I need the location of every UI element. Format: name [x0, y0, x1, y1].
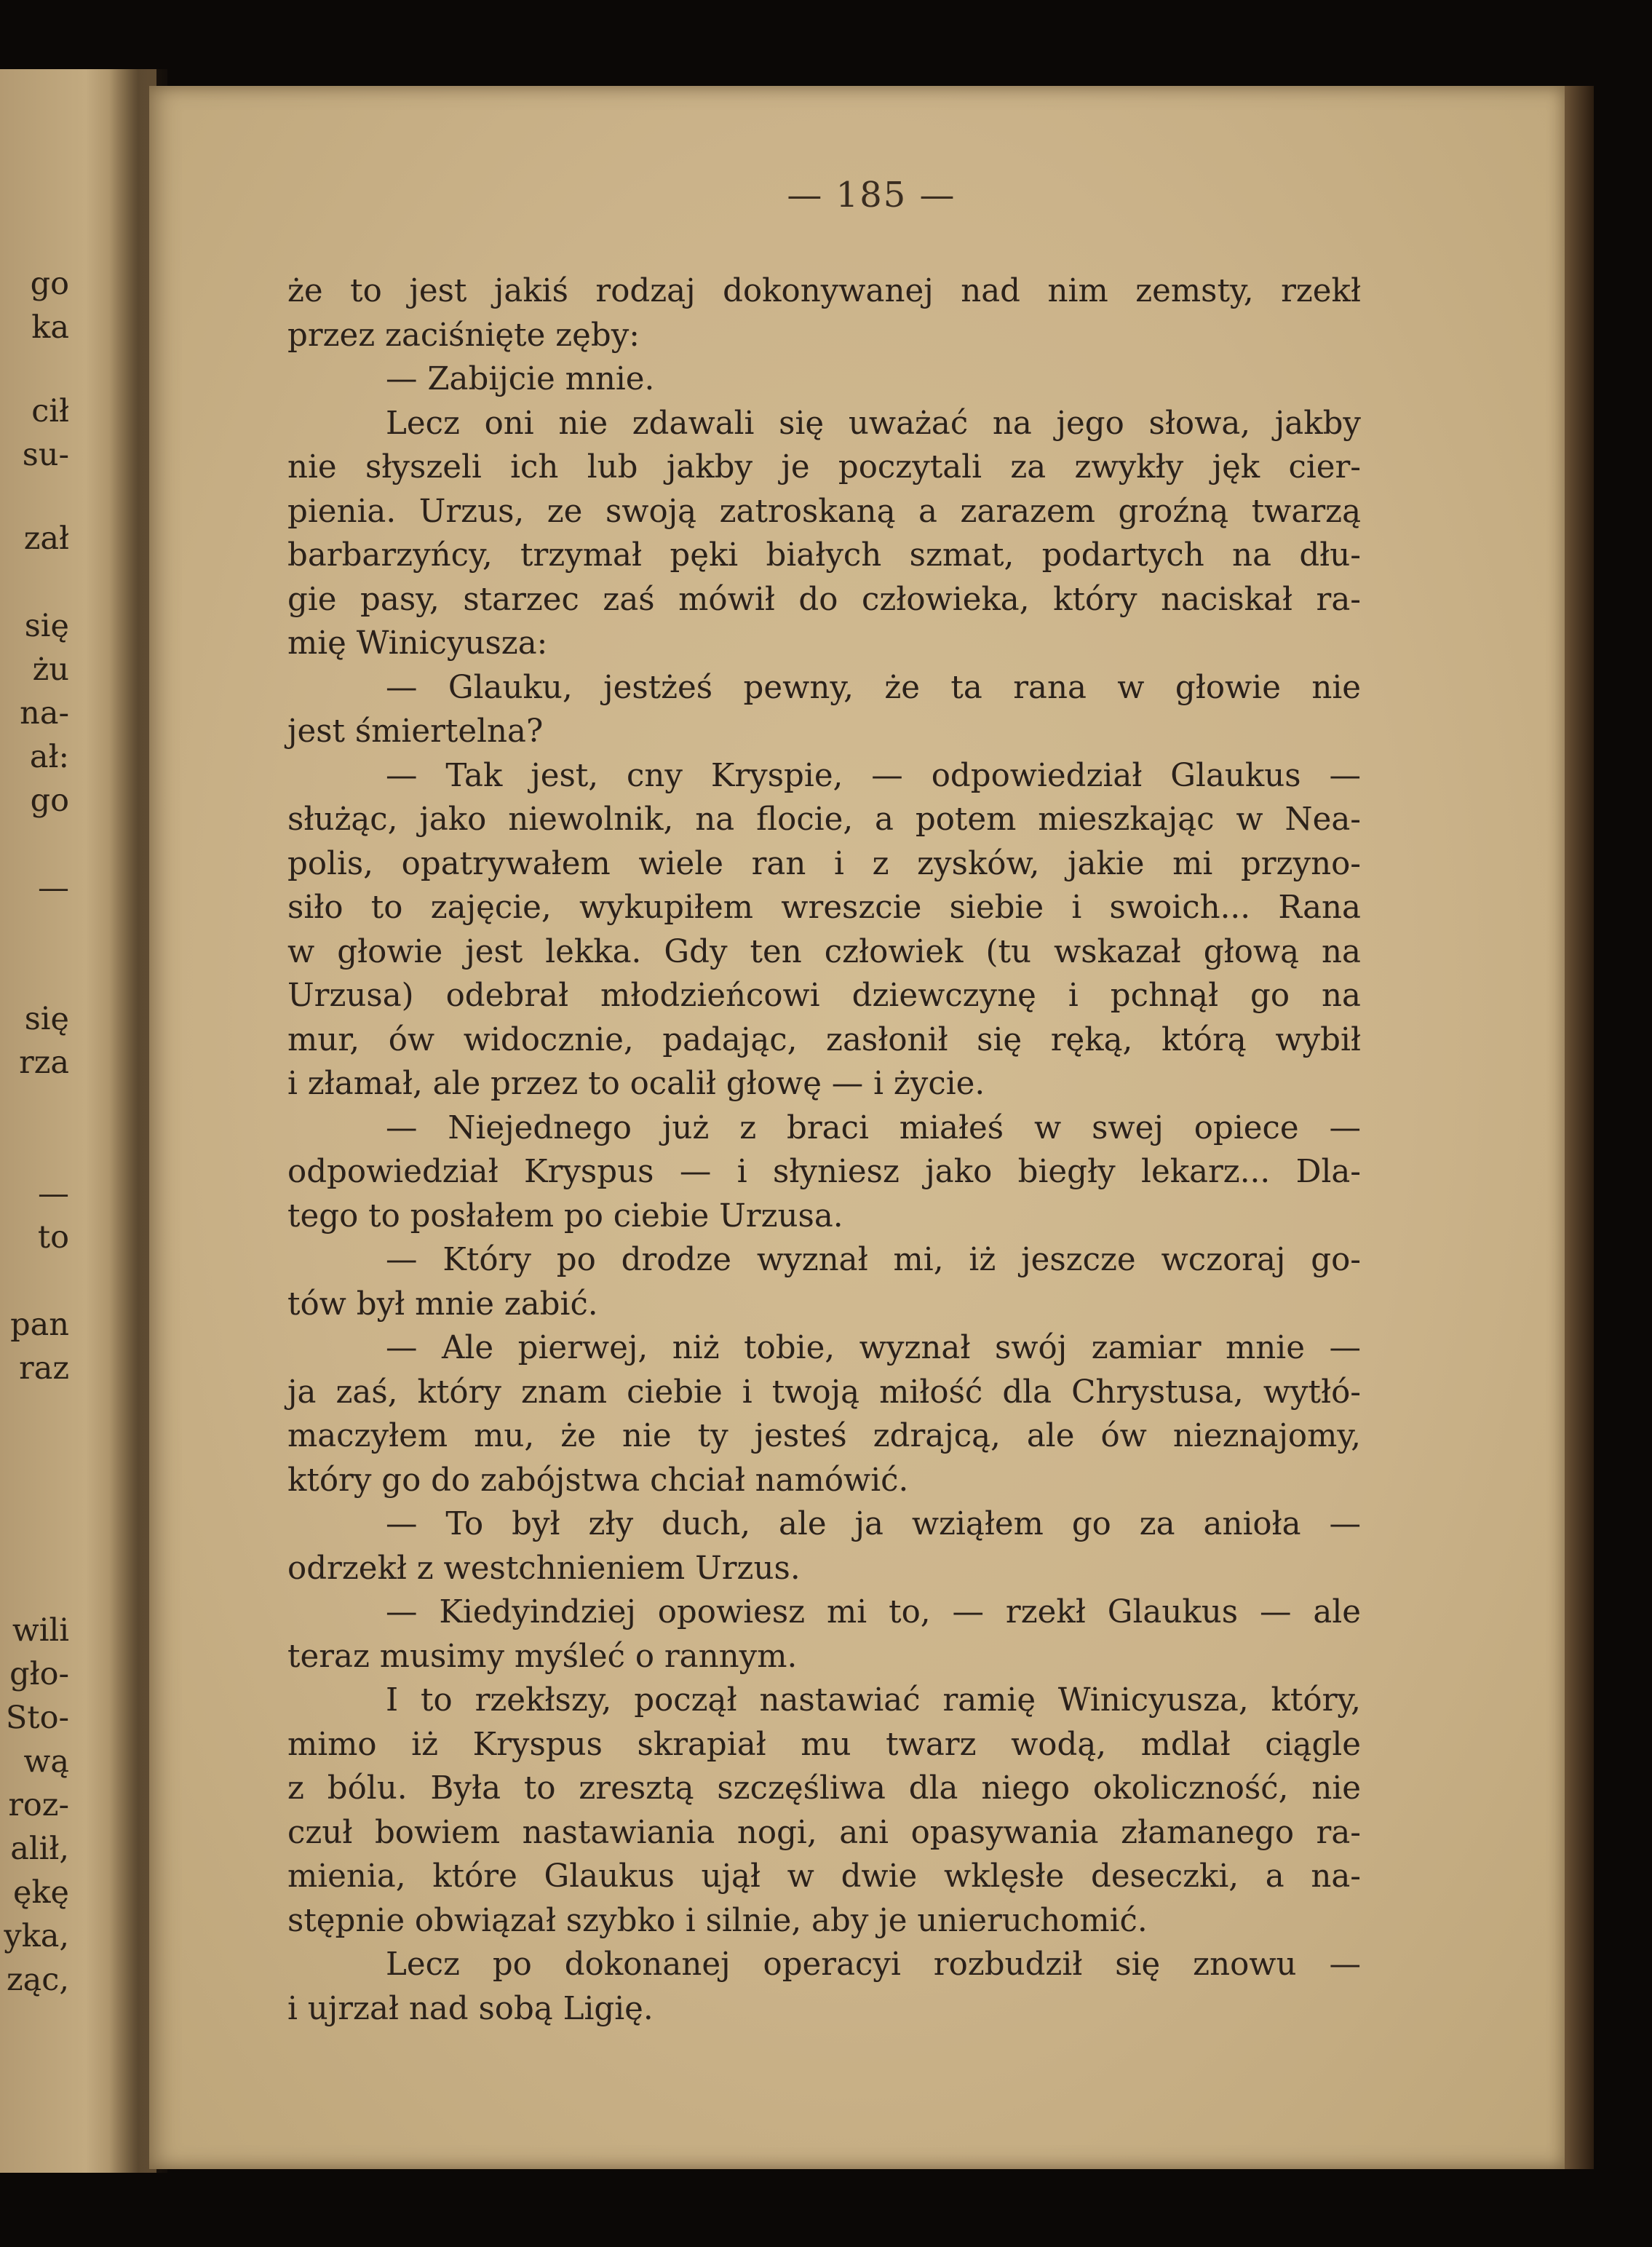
previous-page-fragment: się	[24, 1001, 69, 1037]
text-line: jest śmiertelna?	[287, 713, 544, 750]
text-line: teraz musimy myśleć o rannym.	[287, 1638, 798, 1675]
previous-page-fragment: się	[24, 608, 69, 644]
text-line: siło to zajęcie, wykupiłem wreszcie siebie i swoich... Rana	[287, 889, 1361, 926]
text-line: — Glauku, jestżeś pewny, że ta rana w głowie nie	[386, 669, 1361, 706]
text-line: — Tak jest, cny Kryspie, — odpowiedział Glaukus —	[386, 757, 1361, 794]
text-line: barbarzyńcy, trzymał pęki białych szmat, podartych na dłu-	[287, 537, 1361, 574]
text-line: — Kiedyindziej opowiesz mi to, — rzekł Glaukus — ale	[386, 1594, 1361, 1630]
text-line: że to jest jakiś rodzaj dokonywanej nad nim zemsty, rzekł	[287, 273, 1361, 309]
text-line: i ujrzał nad sobą Ligię.	[287, 1990, 654, 2027]
text-line: — Który po drodze wyznał mi, iż jeszcze wczoraj go-	[386, 1242, 1361, 1278]
text-line: Urzusa) odebrał młodzieńcowi dziewczynę i pchnął go na	[287, 978, 1361, 1014]
previous-page-fragment: ka	[31, 309, 69, 346]
text-line: odpowiedział Kryspus — i słyniesz jako biegły lekarz... Dla-	[287, 1154, 1361, 1190]
previous-page-fragment: roz-	[8, 1787, 69, 1823]
previous-page-fragment: zał	[23, 520, 69, 557]
previous-page-fragment: Sto-	[5, 1700, 69, 1736]
text-line: gie pasy, starzec zaś mówił do człowieka, który naciskał ra-	[287, 581, 1361, 618]
previous-page-fragment: raz	[19, 1350, 69, 1387]
text-line: polis, opatrywałem wiele ran i z zysków, jakie mi przyno-	[287, 845, 1361, 882]
text-line: — Niejednego już z braci miałeś w swej opiece —	[386, 1109, 1361, 1146]
text-line: mię Winicyusza:	[287, 625, 548, 662]
text-line: nie słyszeli ich lub jakby je poczytali za zwykły jęk cier-	[287, 449, 1361, 486]
text-line: tów był mnie zabić.	[287, 1285, 598, 1323]
previous-page-fragment: —	[38, 1176, 69, 1212]
text-line: w głowie jest lekka. Gdy ten człowiek (tu wskazał głową na	[287, 933, 1361, 970]
previous-page-fragment: go	[30, 782, 69, 819]
previous-page-fragment: pan	[10, 1307, 69, 1343]
text-line: mur, ów widocznie, padając, zasłonił się ręką, którą wybił	[287, 1021, 1361, 1058]
previous-page-fragment: go	[30, 266, 69, 302]
previous-page-fragment: gło-	[9, 1656, 69, 1692]
previous-page-fragment: na-	[20, 695, 69, 732]
text-line: Lecz oni nie zdawali się uważać na jego słowa, jakby	[386, 405, 1361, 442]
text-line: — To był zły duch, ale ja wziąłem go za anioła —	[386, 1506, 1361, 1542]
text-line: czuł bowiem nastawiania nogi, ani opasywania złamanego ra-	[287, 1814, 1361, 1851]
book-page	[149, 86, 1565, 2169]
previous-page-fragment: cił	[31, 393, 69, 429]
text-line: odrzekł z westchnieniem Urzus.	[287, 1550, 801, 1587]
text-line: maczyłem mu, że nie ty jesteś zdrajcą, ale ów nieznajomy,	[287, 1418, 1361, 1454]
text-line: — Ale pierwej, niż tobie, wyznał swój zamiar mnie —	[386, 1330, 1361, 1366]
text-line: ja zaś, który znam ciebie i twoją miłość dla Chrystusa, wytłó-	[287, 1374, 1361, 1411]
text-line: tego to posłałem po ciebie Urzusa.	[287, 1197, 843, 1235]
text-line: — Zabijcie mnie.	[386, 361, 655, 397]
previous-page-fragment: to	[37, 1219, 69, 1256]
text-line: pienia. Urzus, ze swoją zatroskaną a zarazem groźną twarzą	[287, 493, 1361, 530]
previous-page-fragment: żu	[32, 651, 69, 688]
previous-page-fragment: wili	[12, 1612, 69, 1649]
previous-page-fragment: ękę	[13, 1874, 69, 1911]
previous-page-fragment: —	[38, 870, 69, 906]
text-line: który go do zabójstwa chciał namówić.	[287, 1462, 909, 1499]
text-line: z bólu. Była to zresztą szczęśliwa dla niego okoliczność, nie	[287, 1770, 1361, 1807]
page-text	[287, 269, 1361, 2031]
text-line: mimo iż Kryspus skrapiał mu twarz wodą, mdlał ciągle	[287, 1726, 1361, 1763]
page-number: — 185 —	[787, 175, 956, 215]
text-line: i złamał, ale przez to ocalił głowę — i życie.	[287, 1066, 985, 1102]
previous-page-fragment: yka,	[4, 1918, 69, 1954]
text-line: przez zaciśnięte zęby:	[287, 317, 640, 354]
text-line: I to rzekłszy, począł nastawiać ramię Winicyusza, który,	[386, 1682, 1361, 1719]
text-line: mienia, które Glaukus ujął w dwie wklęsłe deseczki, a na-	[287, 1858, 1361, 1895]
previous-page-fragment: wą	[23, 1743, 69, 1780]
previous-page-fragment: su-	[22, 437, 69, 473]
previous-page-fragment: alił,	[10, 1831, 69, 1867]
text-line: stępnie obwiązał szybko i silnie, aby je unieruchomić.	[287, 1902, 1148, 1939]
text-line: Lecz po dokonanej operacyi rozbudził się znowu —	[386, 1946, 1361, 1983]
previous-page-fragment: rza	[19, 1045, 69, 1081]
text-line: służąc, jako niewolnik, na flocie, a potem mieszkając w Nea-	[287, 801, 1361, 838]
right-page-edge	[1565, 86, 1594, 2169]
previous-page-fragment: ał:	[29, 739, 69, 775]
previous-page-fragment: ząc,	[6, 1962, 69, 1998]
